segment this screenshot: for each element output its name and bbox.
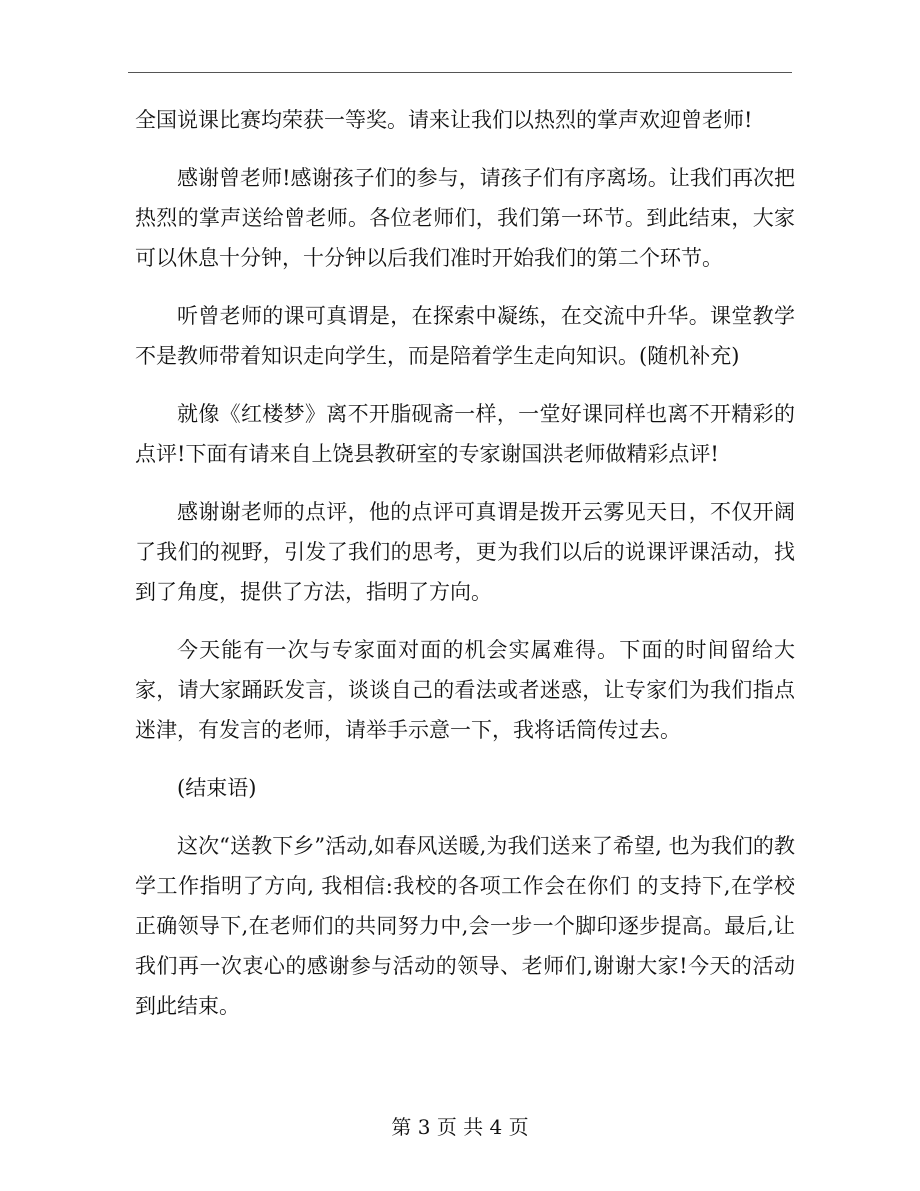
page-number-footer: 第 3 页 共 4 页 xyxy=(391,1115,529,1139)
paragraph-open-discussion: 今天能有一次与专家面对面的机会实属难得。下面的时间留给大家，请大家踊跃发言，谈谈自己的看法或者迷惑，让专家们为我们指点迷津，有发言的老师，请举手示意一下，我将话筒传过去。 xyxy=(135,638,795,742)
paragraph-thanks-xie: 感谢谢老师的点评，他的点评可真谓是拨开云雾见天日，不仅开阔了我们的视野，引发了我们的思考，更为我们以后的说课评课活动，找到了角度，提供了方法，指明了方向。 xyxy=(135,500,795,604)
paragraph-thanks-zeng: 感谢曾老师!感谢孩子们的参与，请孩子们有序离场。让我们再次把热烈的掌声送给曾老师。各位老师们，我们第一环节。到此结束，大家可以休息十分钟，十分钟以后我们准时开始我们的第二个环节。 xyxy=(135,166,795,270)
paragraph-closing-remarks: 这次“送教下乡”活动,如春风送暖,为我们送来了希望, 也为我们的教学工作指明了方向, 我相信:我校的各项工作会在你们 的支持下,在学校正确领导下,在老师们的共同努力中,会一步一个脚印逐步提高。最后,让我们再一次衷心的感谢参与活动的领导、老师们,谢谢大家!今天的活动到此结束。 xyxy=(135,834,795,1018)
paragraph-expert-intro: 就像《红楼梦》离不开脂砚斋一样，一堂好课同样也离不开精彩的点评!下面有请来自上饶县教研室的专家谢国洪老师做精彩点评! xyxy=(135,402,795,466)
paragraph-class-comment: 听曾老师的课可真谓是，在探索中凝练，在交流中升华。课堂教学不是教师带着知识走向学生，而是陪着学生走向知识。(随机补充) xyxy=(135,304,795,368)
document-body xyxy=(135,100,795,1044)
paragraph-continuation: 全国说课比赛均荣获一等奖。请来让我们以热烈的掌声欢迎曾老师! xyxy=(135,108,753,132)
header-rule xyxy=(128,72,792,73)
paragraph-closing-heading: (结束语) xyxy=(177,776,257,800)
